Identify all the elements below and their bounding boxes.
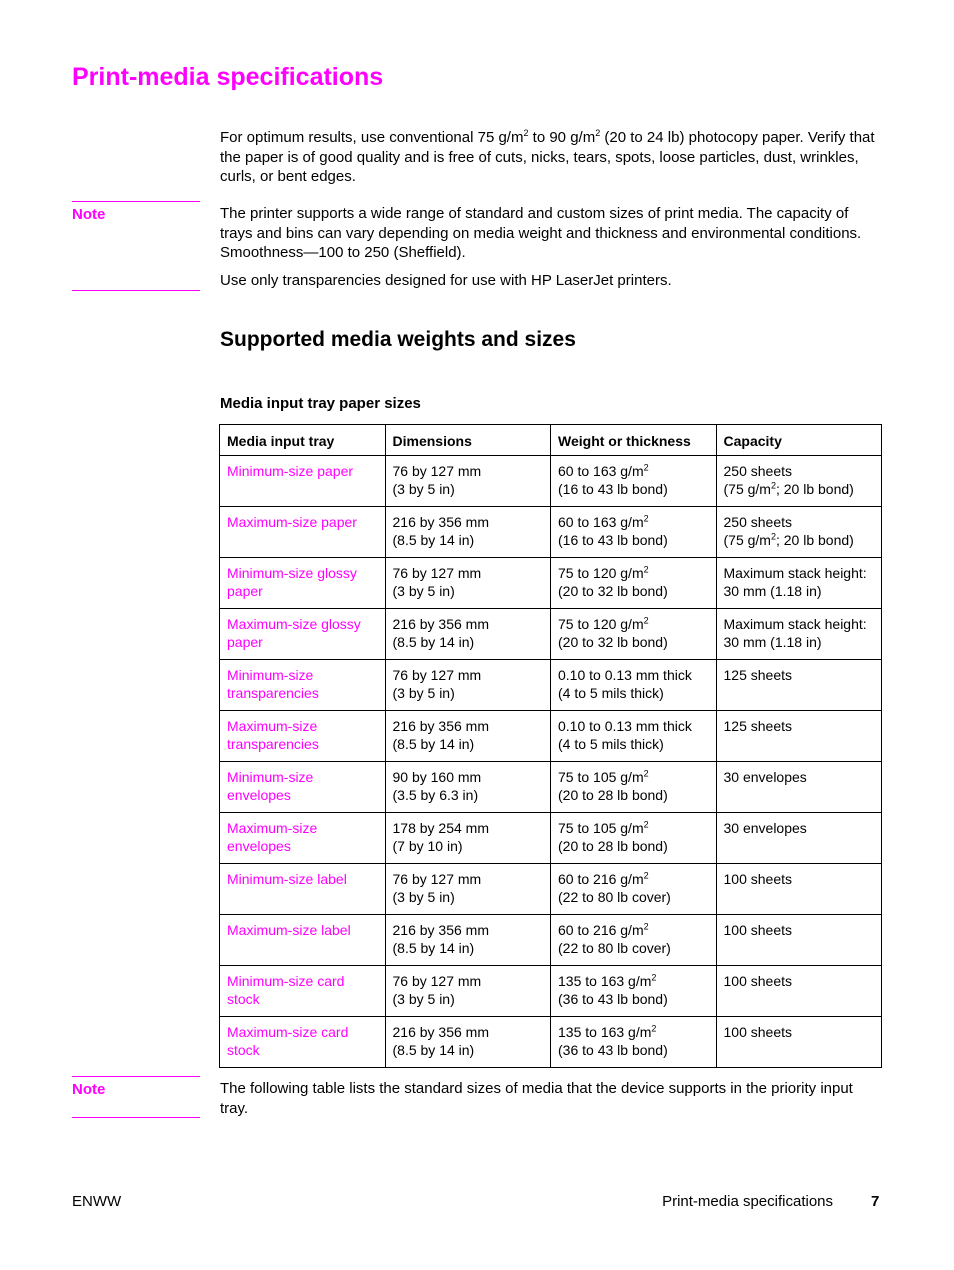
superscript: 2 [643,564,649,575]
weight-metric: 75 to 105 g/m [558,820,644,836]
note-top-rule [72,201,200,202]
dimensions-metric: 76 by 127 mm [392,667,482,683]
capacity-cell [716,1017,882,1068]
capacity-text: 30 envelopes [723,820,807,836]
weight-cell [551,1017,717,1068]
capacity-text: ; 20 lb bond) [775,481,854,497]
note-label: Note [72,206,106,223]
dimensions-metric: 76 by 127 mm [392,565,482,581]
table-row [220,456,882,507]
intro-text-3: (20 to 24 lb) photocopy paper. Verify that the paper is of good quality and is free of cuts, nicks, tears, spots, loose particles, dust, wrinkles, curls, or bent edges. [220,129,875,185]
dimensions-cell [385,966,551,1017]
dimensions-metric: 76 by 127 mm [392,973,482,989]
media-type-link[interactable]: Minimum-size glossy paper [220,558,386,609]
weight-imperial: (22 to 80 lb cover) [558,889,671,905]
weight-metric: 60 to 216 g/m [558,871,644,887]
weight-cell [551,813,717,864]
weight-cell [551,456,717,507]
note-text: The printer supports a wide range of standard and custom sizes of print media. The capacity of trays and bins can vary depending on media weight and thickness and environmental conditions. Smoothness—100 to 250 (Sheffield). [220,205,862,261]
media-type-link[interactable]: Maximum-size card stock [220,1017,386,1068]
weight-imperial: (22 to 80 lb cover) [558,940,671,956]
capacity-cell [716,507,882,558]
capacity-cell [716,813,882,864]
dimensions-imperial: (3 by 5 in) [392,481,455,497]
capacity-text: 125 sheets [723,718,792,734]
dimensions-imperial: (3 by 5 in) [392,889,455,905]
capacity-cell [716,915,882,966]
table-row [220,864,882,915]
capacity-text: Maximum stack height: [723,616,867,632]
capacity-text: 30 envelopes [723,769,807,785]
weight-imperial: (16 to 43 lb bond) [558,532,668,548]
superscript: 2 [651,972,657,983]
dimensions-imperial: (3.5 by 6.3 in) [392,787,479,803]
weight-cell [551,558,717,609]
column-header: Weight or thickness [551,425,717,456]
media-type-link[interactable]: Maximum-size envelopes [220,813,386,864]
weight-metric: 60 to 163 g/m [558,463,644,479]
capacity-text: (75 g/m [723,481,771,497]
dimensions-imperial: (7 by 10 in) [392,838,463,854]
table-row [220,660,882,711]
weight-metric: 135 to 163 g/m [558,1024,652,1040]
intro-text-1: For optimum results, use conventional 75 g/m [220,129,524,146]
weight-cell [551,609,717,660]
dimensions-cell [385,762,551,813]
media-type-link[interactable]: Maximum-size label [220,915,386,966]
capacity-cell [716,558,882,609]
footer-page-number: 7 [871,1193,880,1210]
column-header: Media input tray [220,425,386,456]
dimensions-metric: 76 by 127 mm [392,463,482,479]
dimensions-imperial: (3 by 5 in) [392,991,455,1007]
weight-imperial: (36 to 43 lb bond) [558,1042,668,1058]
table-row [220,813,882,864]
note-bottom-rule [72,1117,200,1118]
dimensions-cell [385,660,551,711]
table-row [220,711,882,762]
weight-imperial: (20 to 32 lb bond) [558,634,668,650]
note-label: Note [72,1081,106,1098]
weight-imperial: (16 to 43 lb bond) [558,481,668,497]
media-type-link[interactable]: Minimum-size label [220,864,386,915]
capacity-cell [716,966,882,1017]
capacity-text: Maximum stack height: [723,565,867,581]
dimensions-imperial: (3 by 5 in) [392,685,455,701]
weight-cell [551,711,717,762]
footer-manual-code: ENWW [72,1193,122,1210]
dimensions-metric: 216 by 356 mm [392,718,489,734]
superscript: 2 [770,480,776,491]
weight-metric: 60 to 216 g/m [558,922,644,938]
weight-metric: 75 to 120 g/m [558,616,644,632]
capacity-text: 125 sheets [723,667,792,683]
dimensions-cell [385,813,551,864]
media-type-link[interactable]: Minimum-size card stock [220,966,386,1017]
page-title: Print-media specifications [72,63,384,91]
table-caption: Media input tray paper sizes [220,395,421,412]
dimensions-cell [385,507,551,558]
dimensions-imperial: (8.5 by 14 in) [392,940,475,956]
dimensions-imperial: (8.5 by 14 in) [392,1042,475,1058]
dimensions-cell [385,1017,551,1068]
weight-imperial: (36 to 43 lb bond) [558,991,668,1007]
dimensions-metric: 178 by 254 mm [392,820,489,836]
dimensions-cell [385,915,551,966]
weight-cell [551,915,717,966]
table-header-row [220,425,882,456]
media-type-link[interactable]: Minimum-size paper [220,456,386,507]
capacity-text: 30 mm (1.18 in) [723,583,822,599]
media-type-link[interactable]: Maximum-size transparencies [220,711,386,762]
superscript: 2 [643,870,649,881]
dimensions-cell [385,864,551,915]
capacity-text: 100 sheets [723,922,792,938]
table-row [220,507,882,558]
table-row [220,609,882,660]
capacity-text: (75 g/m [723,532,771,548]
table-row [220,558,882,609]
capacity-cell [716,864,882,915]
superscript: 2 [595,128,601,138]
section-title: Supported media weights and sizes [220,328,576,351]
weight-metric: 0.10 to 0.13 mm thick [558,667,692,683]
superscript: 2 [643,615,649,626]
superscript: 2 [651,1023,657,1034]
dimensions-metric: 76 by 127 mm [392,871,482,887]
capacity-text: 100 sheets [723,1024,792,1040]
dimensions-metric: 216 by 356 mm [392,514,489,530]
weight-metric: 60 to 163 g/m [558,514,644,530]
weight-imperial: (20 to 28 lb bond) [558,787,668,803]
weight-metric: 75 to 120 g/m [558,565,644,581]
table-row [220,966,882,1017]
note-text-transparencies: Use only transparencies designed for use with HP LaserJet printers. [220,272,672,289]
weight-imperial: (4 to 5 mils thick) [558,685,664,701]
weight-cell [551,762,717,813]
weight-imperial: (20 to 28 lb bond) [558,838,668,854]
superscript: 2 [643,921,649,932]
weight-imperial: (4 to 5 mils thick) [558,736,664,752]
note-bottom-rule [72,290,200,291]
dimensions-cell [385,711,551,762]
media-sizes-table [219,424,882,1068]
table-row [220,762,882,813]
dimensions-cell [385,558,551,609]
capacity-text: ; 20 lb bond) [775,532,854,548]
weight-cell [551,507,717,558]
capacity-cell [716,609,882,660]
intro-text-2: to 90 g/m [528,129,596,146]
dimensions-imperial: (8.5 by 14 in) [392,634,475,650]
media-type-link[interactable]: Minimum-size envelopes [220,762,386,813]
weight-cell [551,966,717,1017]
footer-section-title: Print-media specifications [662,1193,833,1210]
note-top-rule [72,1076,200,1077]
table-row [220,915,882,966]
column-header: Dimensions [385,425,551,456]
capacity-cell [716,711,882,762]
note-text: The following table lists the standard sizes of media that the device supports in the priority input tray. [220,1080,853,1117]
weight-metric: 0.10 to 0.13 mm thick [558,718,692,734]
dimensions-metric: 216 by 356 mm [392,1024,489,1040]
media-type-link[interactable]: Maximum-size paper [220,507,386,558]
table-body [220,456,882,1068]
capacity-text: 100 sheets [723,973,792,989]
superscript: 2 [643,513,649,524]
capacity-cell [716,456,882,507]
dimensions-imperial: (8.5 by 14 in) [392,736,475,752]
weight-imperial: (20 to 32 lb bond) [558,583,668,599]
superscript: 2 [643,768,649,779]
media-type-link[interactable]: Maximum-size glossy paper [220,609,386,660]
capacity-text: 100 sheets [723,871,792,887]
table-row [220,1017,882,1068]
media-type-link[interactable]: Minimum-size transparencies [220,660,386,711]
capacity-cell [716,762,882,813]
superscript: 2 [523,128,529,138]
dimensions-metric: 216 by 356 mm [392,616,489,632]
capacity-cell [716,660,882,711]
weight-metric: 135 to 163 g/m [558,973,652,989]
dimensions-metric: 216 by 356 mm [392,922,489,938]
weight-cell [551,660,717,711]
dimensions-cell [385,609,551,660]
capacity-text: 250 sheets [723,514,792,530]
dimensions-cell [385,456,551,507]
superscript: 2 [643,462,649,473]
weight-cell [551,864,717,915]
dimensions-imperial: (8.5 by 14 in) [392,532,475,548]
superscript: 2 [770,531,776,542]
column-header: Capacity [716,425,882,456]
intro-paragraph [220,128,882,187]
capacity-text: 250 sheets [723,463,792,479]
superscript: 2 [643,819,649,830]
dimensions-imperial: (3 by 5 in) [392,583,455,599]
dimensions-metric: 90 by 160 mm [392,769,482,785]
capacity-text: 30 mm (1.18 in) [723,634,822,650]
weight-metric: 75 to 105 g/m [558,769,644,785]
